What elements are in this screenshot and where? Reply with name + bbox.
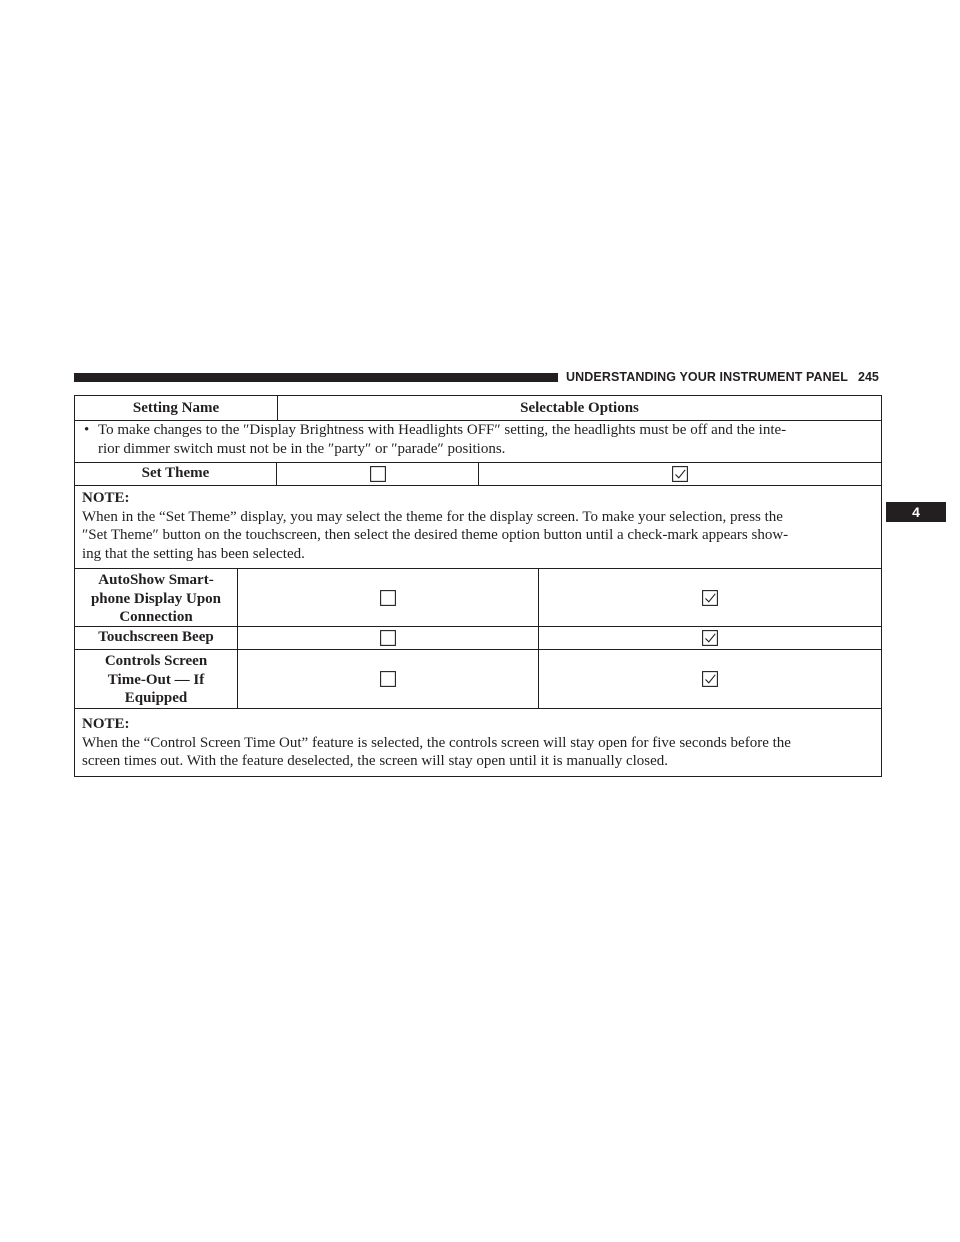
empty-checkbox-icon [380,671,396,687]
setting-label-touchscreen-beep: Touchscreen Beep [75,627,238,649]
header-rule [74,373,558,382]
bullet-row [74,420,882,463]
table-row-touchscreen-beep [74,626,882,650]
section-title: UNDERSTANDING YOUR INSTRUMENT PANEL [566,370,848,384]
set-theme-option-off [277,463,479,485]
bullet-line [84,421,873,440]
autoshow-option-off [238,569,539,626]
bullet-text-line-1: To make changes to the ″Display Brightness with Headlights OFF″ setting, the headlights must be off and the inte- [98,422,787,438]
setting-label-controls-timeout: Controls Screen Time-Out — If Equipped [75,650,238,708]
note-text-line-1: When in the “Set Theme” display, you may select the theme for the display screen. To make your selection, press the [82,508,783,525]
note-title: NOTE: [82,716,130,732]
bullet-text-line-2: rior dimmer switch must not be in the ″party″ or ″parade″ positions. [98,440,506,457]
empty-checkbox-icon [380,590,396,606]
autoshow-option-on [539,569,881,626]
note-text-line-2: screen times out. With the feature deselected, the screen will stay open until it is manually closed. [82,753,669,769]
bullet-icon: • [84,422,90,438]
table-row-autoshow [74,568,882,627]
controls-timeout-option-on [539,650,881,708]
empty-checkbox-icon [370,466,386,482]
page-number: 245 [858,370,879,384]
note-title: NOTE: [82,490,130,506]
table-header-row [74,395,882,421]
checked-checkbox-icon [672,466,688,482]
set-theme-option-on [479,463,881,485]
note-text-line-2: ″Set Theme″ button on the touchscreen, then select the desired theme option button until a check-mark appears show- [82,527,789,543]
table-row-controls-timeout [74,649,882,709]
touchscreen-beep-option-on [539,627,881,649]
column-header-selectable-options: Selectable Options [520,400,639,416]
setting-label-autoshow: AutoShow Smart- phone Display Upon Connection [75,569,238,626]
note-set-theme [74,485,882,569]
touchscreen-beep-option-off [238,627,539,649]
checked-checkbox-icon [702,590,718,606]
bullet-line [84,440,873,459]
checked-checkbox-icon [702,671,718,687]
empty-checkbox-icon [380,630,396,646]
controls-timeout-option-off [238,650,539,708]
chapter-tab: 4 [886,502,946,522]
checked-checkbox-icon [702,630,718,646]
table-row-set-theme [74,462,882,486]
note-text-line-3: ing that the setting has been selected. [82,545,305,562]
setting-label-set-theme: Set Theme [75,463,277,485]
note-controls-timeout [74,708,882,777]
column-header-setting-name: Setting Name [75,396,278,420]
note-text-line-1: When the “Control Screen Time Out” feature is selected, the controls screen will stay open for five seconds before the [82,734,791,751]
